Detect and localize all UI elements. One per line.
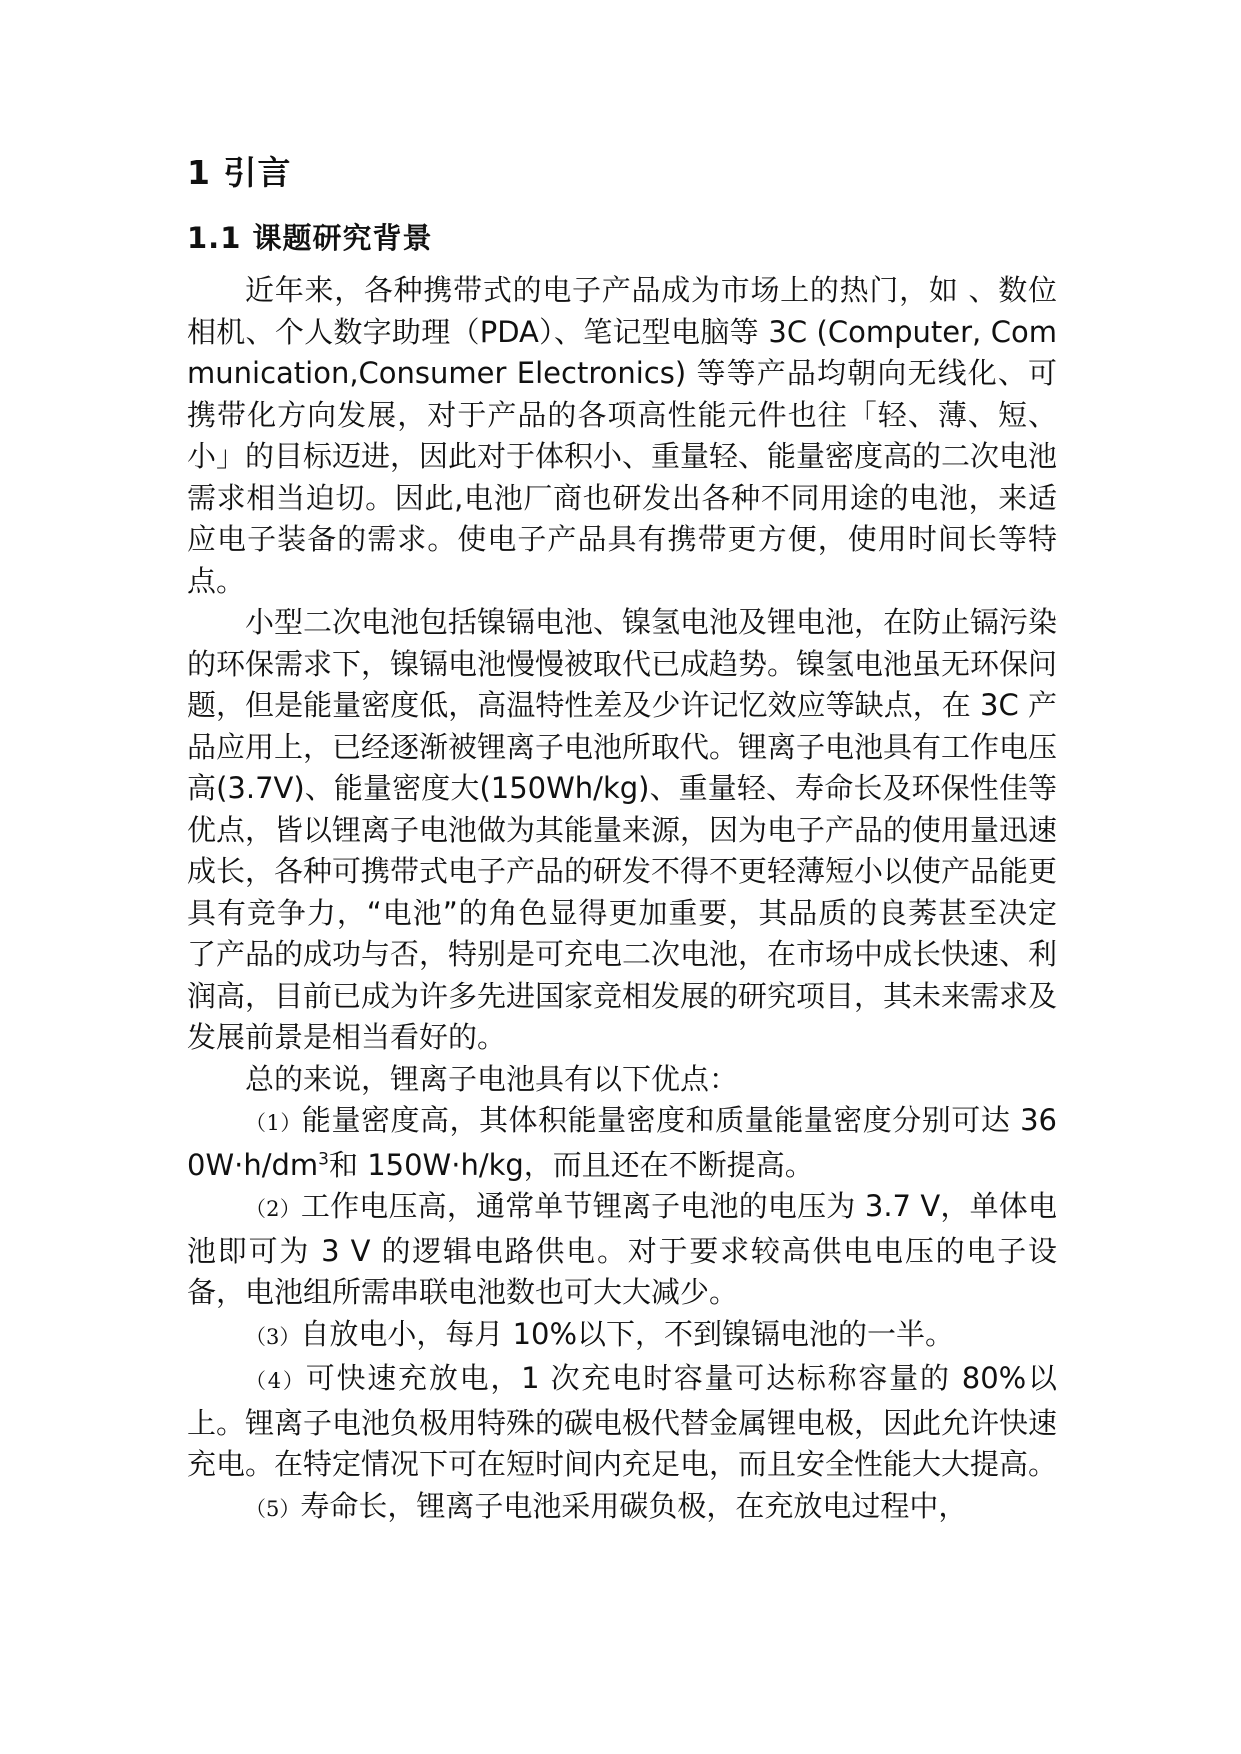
list-item-number: （5） <box>245 1496 301 1521</box>
list-item-number: （2） <box>245 1197 301 1221</box>
paragraph-background: 近年来，各种携带式的电子产品成为市场上的热门，如 、数位相机、个人数字助理（PDA）、笔记型电脑等 3C (Computer, Communication,Consumer Electronics) 等等产品均朝向无线化、可携带化方向发展，对于产品的各项高性能元件也往「轻、薄、短、小」的目标迈进，因此对于体积小、重量轻、能量密度高的二次电池需求相当迫切。因此,电池厂商也研发出各种不同用途的电池，来适应电子装备的需求。使电子产品具有携带更方便，使用时间长等特点。 <box>187 273 1058 598</box>
list-item-self-discharge <box>187 1314 1057 1359</box>
list-item-text: 可快速充放电，1 次充电时容量可达标称容量的 80%以上。锂离子电池负极用特殊的碳电极代替金属锂电极，因此允许快速充电。在特定情况下可在短时间内充足电，而且安全性能大大提高。 <box>187 1361 1058 1481</box>
list-item-number: （1） <box>245 1111 302 1135</box>
list-item-fast-charge <box>187 1358 1057 1486</box>
superscript: 3 <box>318 1148 329 1169</box>
list-item-text: 和 150W·h/kg，而且还在不断提高。 <box>328 1147 814 1182</box>
list-item-long-life <box>187 1486 1057 1531</box>
list-item-text: 工作电压高，通常单节锂离子电池的电压为 3.7 V，单体电池即可为 3 V 的逻辑电路供电。对于要求较高供电电压的电子设备，电池组所需串联电池数也可大大减少。 <box>187 1189 1057 1309</box>
list-item-number: （3） <box>245 1324 301 1349</box>
list-item-energy-density <box>187 1100 1057 1186</box>
section-heading: 1.1 课题研究背景 <box>187 221 433 255</box>
list-item-text: 能量密度高，其体积能量密度和质量能量密度分别可达 360W·h/dm <box>187 1103 1057 1182</box>
list-item-text: 自放电小，每月 10%以下，不到镍镉电池的一半。 <box>300 1316 955 1351</box>
paragraph-advantages-intro: 总的来说，锂离子电池具有以下优点： <box>245 1061 739 1096</box>
page-content <box>187 150 1057 1530</box>
list-item-voltage <box>187 1186 1057 1314</box>
list-item-number: （4） <box>245 1369 306 1393</box>
list-item-text: 寿命长，锂离子电池采用碳负极，在充放电过程中， <box>300 1488 968 1523</box>
paragraph-battery-comparison: 小型二次电池包括镍镉电池、镍氢电池及锂电池，在防止镉污染的环保需求下，镍镉电池慢慢被取代已成趋势。镍氢电池虽无环保问题，但是能量密度低，高温特性差及少许记忆效应等缺点，在 3C 产品应用上，已经逐渐被锂离子电池所取代。锂离子电池具有工作电压高(3.7V)、能量密度大(150Wh/kg)、重量轻、寿命长及环保性佳等优点，皆以锂离子电池做为其能量来源，因为电子产品的使用量迅速成长，各种可携带式电子产品的研发不得不更轻薄短小以使产品能更具有竞争力，“电池”的角色显得更加重要，其品质的良莠甚至决定了产品的成功与否，特别是可充电二次电池，在市场中成长快速、利润高，目前已成为许多先进国家竞相发展的研究项目，其未来需求及发展前景是相当看好的。 <box>187 605 1058 1054</box>
chapter-heading: 1 引言 <box>187 153 292 192</box>
